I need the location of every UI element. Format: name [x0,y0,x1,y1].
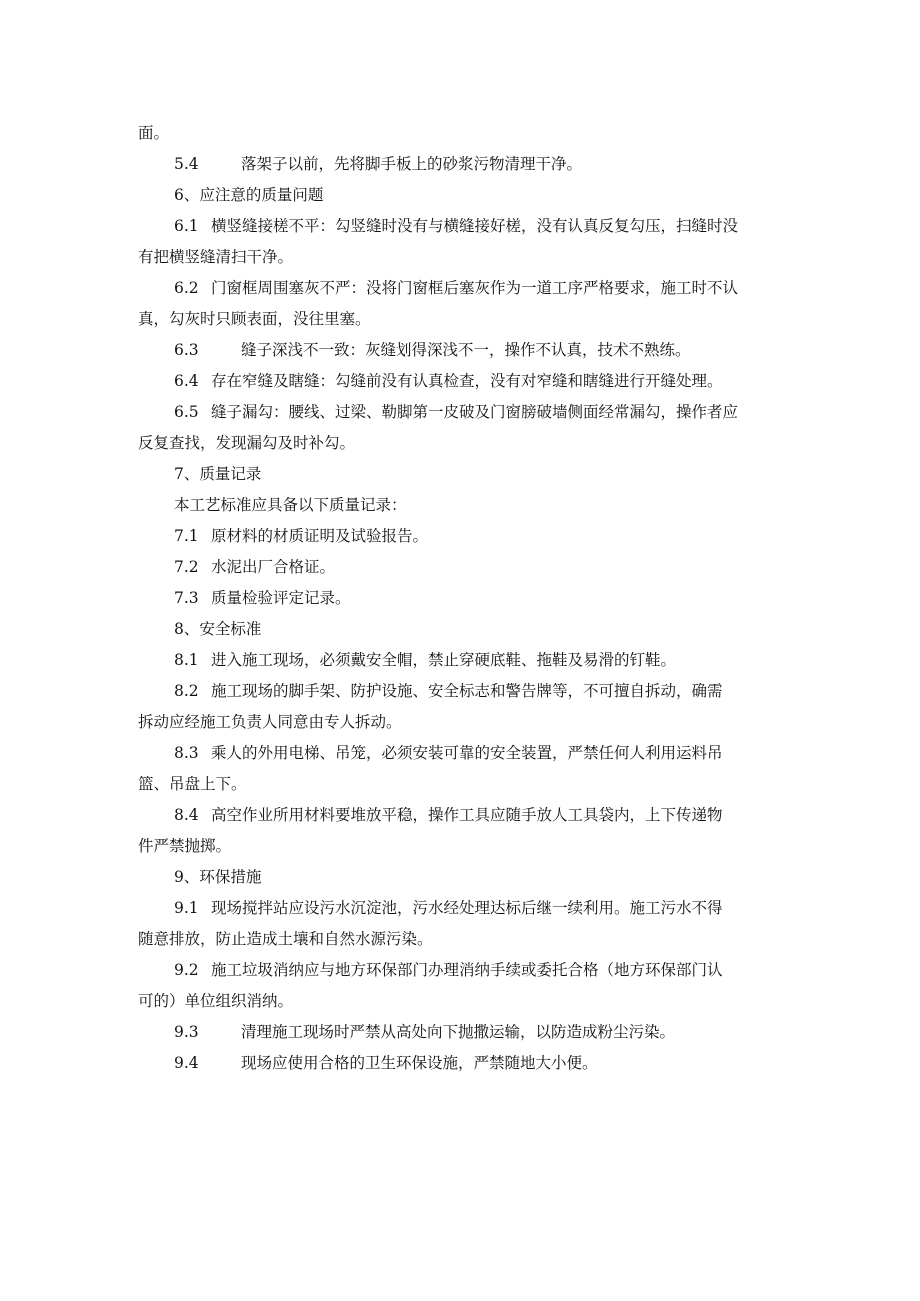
clause-text: 存在窄缝及瞎缝：勾缝前没有认真检查，没有对窄缝和瞎缝进行开缝处理。 [211,372,723,390]
clause-8-3 [138,738,786,769]
clause-number: 7.1 [174,527,199,545]
clause-continuation [138,924,786,955]
clause-number: 8.4 [174,806,199,824]
clause-text: 反复查找，发现漏勾及时补勾。 [138,434,356,452]
clause-number: 6.1 [174,217,199,235]
clause-text: 原材料的材质证明及试验报告。 [211,527,429,545]
clause-6-3 [138,335,786,366]
clause-6-2 [138,273,786,304]
section-heading-9 [138,862,786,893]
clause-text: 清理施工现场时严禁从高处向下抛撒运输，以防造成粉尘污染。 [241,1023,676,1041]
clause-text: 施工垃圾消纳应与地方环保部门办理消纳手续或委托合格（地方环保部门认 [211,961,723,979]
clause-6-5 [138,397,786,428]
document-body [138,118,786,1079]
section-heading-6 [138,180,786,211]
clause-number: 9.3 [174,1023,199,1041]
clause-9-2 [138,955,786,986]
clause-8-4 [138,800,786,831]
clause-7-3 [138,583,786,614]
section-heading-8 [138,614,786,645]
section-heading-text: 8、安全标准 [174,620,262,638]
clause-text: 落架子以前，先将脚手板上的砂浆污物清理干净。 [241,155,583,173]
clause-text: 高空作业所用材料要堆放平稳，操作工具应随手放人工具袋内，上下传递物 [211,806,723,824]
clause-text: 横竖缝接槎不平：勾竖缝时没有与横缝接好槎，没有认真反复勾压，扫缝时没 [211,217,739,235]
clause-text: 水泥出厂合格证。 [211,558,336,576]
clause-text: 现场应使用合格的卫生环保设施，严禁随地大小便。 [241,1054,598,1072]
clause-text: 施工现场的脚手架、防护设施、安全标志和警告牌等，不可擅自拆动，确需 [211,682,723,700]
clause-text: 拆动应经施工负责人同意由专人拆动。 [138,713,402,731]
clause-continuation [138,707,786,738]
clause-8-1 [138,645,786,676]
clause-text: 有把横竖缝清扫干净。 [138,248,294,266]
clause-continuation [138,304,786,335]
clause-text: 篮、吊盘上下。 [138,775,247,793]
line-text: 面。 [138,124,170,142]
clause-continuation [138,242,786,273]
clause-number: 8.3 [174,744,199,762]
clause-text: 现场搅拌站应设污水沉淀池，污水经处理达标后继一续利用。施工污水不得 [211,899,723,917]
clause-5-4 [138,149,786,180]
paragraph-text: 本工艺标准应具备以下质量记录： [174,496,407,514]
clause-continuation [138,428,786,459]
text-line [138,118,786,149]
clause-6-4 [138,366,786,397]
paragraph-intro [138,490,786,521]
clause-number: 8.2 [174,682,199,700]
clause-continuation [138,986,786,1017]
clause-text: 真，勾灰时只顾表面，没往里塞。 [138,310,371,328]
clause-number: 5.4 [174,155,199,173]
clause-7-1 [138,521,786,552]
clause-9-3 [138,1017,786,1048]
clause-number: 8.1 [174,651,199,669]
clause-text: 质量检验评定记录。 [211,589,351,607]
clause-number: 9.2 [174,961,199,979]
clause-number: 6.2 [174,279,199,297]
clause-number: 6.4 [174,372,199,390]
clause-text: 缝子漏勾：腰线、过梁、勒脚第一皮破及门窗膀破墙侧面经常漏勾，操作者应 [211,403,739,421]
clause-text: 件严禁抛掷。 [138,837,232,855]
clause-8-2 [138,676,786,707]
clause-number: 9.4 [174,1054,199,1072]
section-heading-text: 6、应注意的质量问题 [174,186,324,204]
section-heading-text: 9、环保措施 [174,868,262,886]
clause-number: 9.1 [174,899,199,917]
clause-continuation [138,769,786,800]
clause-text: 可的）单位组织消纳。 [138,992,294,1010]
clause-6-1 [138,211,786,242]
clause-text: 进入施工现场，必须戴安全帽，禁止穿硬底鞋、拖鞋及易滑的钉鞋。 [211,651,677,669]
clause-number: 7.3 [174,589,199,607]
clause-9-1 [138,893,786,924]
clause-text: 随意排放，防止造成土壤和自然水源污染。 [138,930,433,948]
clause-text: 门窗框周围塞灰不严：没将门窗框后塞灰作为一道工序严格要求，施工时不认 [211,279,739,297]
clause-9-4 [138,1048,786,1079]
clause-number: 7.2 [174,558,199,576]
clause-7-2 [138,552,786,583]
clause-number: 6.3 [174,341,199,359]
clause-text: 缝子深浅不一致：灰缝划得深浅不一，操作不认真，技术不熟练。 [241,341,691,359]
section-heading-7 [138,459,786,490]
clause-number: 6.5 [174,403,199,421]
section-heading-text: 7、质量记录 [174,465,262,483]
clause-text: 乘人的外用电梯、吊笼，必须安装可靠的安全装置，严禁任何人利用运料吊 [211,744,723,762]
clause-continuation [138,831,786,862]
